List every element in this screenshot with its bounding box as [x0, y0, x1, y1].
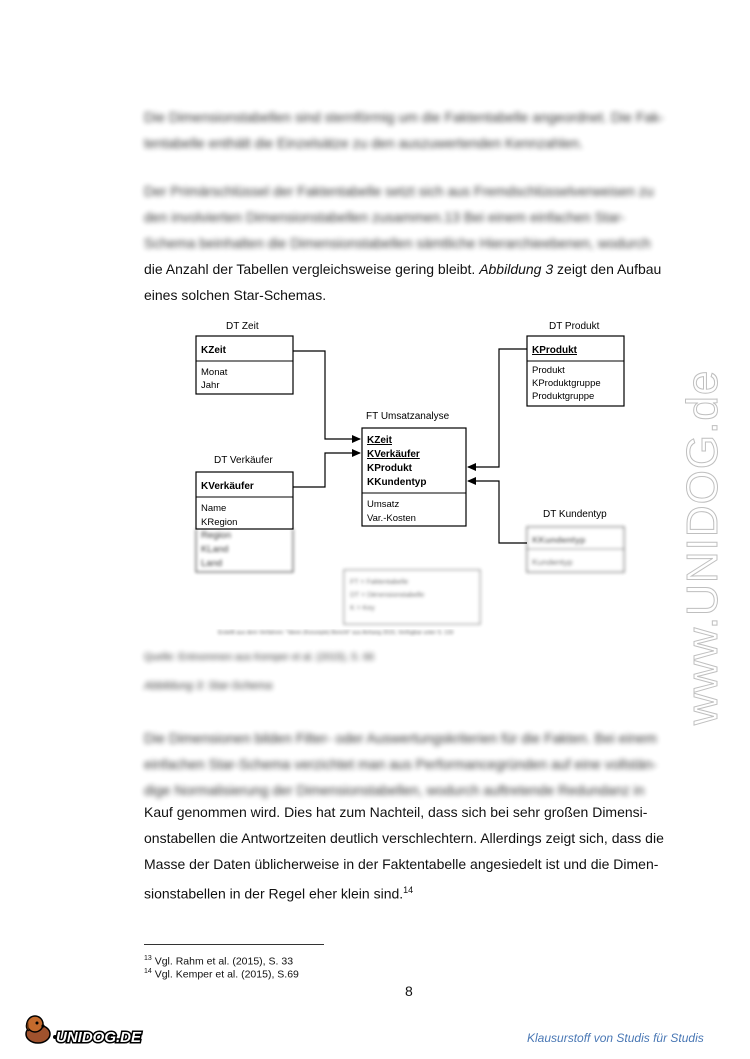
text-line: eines solchen Star-Schemas.: [144, 287, 327, 303]
diagram-legend: [344, 570, 480, 624]
paragraph-3-blurred: [144, 725, 679, 803]
ft-umsatz-title: FT Umsatzanalyse: [366, 411, 450, 422]
text-run: sionstabellen in der Regel eher klein sind.: [144, 885, 404, 902]
dt-verkaeufer-attr: Land: [201, 558, 223, 569]
unidog-logo[interactable]: [22, 1012, 162, 1046]
text-run: zeigt den Aufbau: [553, 261, 662, 277]
footnote-separator: [144, 944, 324, 945]
text-line: onstabellen die Antwortzeiten deutlich verschlechtern. Allerdings zeigt sich, dass die: [144, 830, 664, 846]
figure-caption: Abbildung 3: Star-Schema: [144, 680, 273, 692]
arrow-kundentyp-to-ft: [468, 481, 527, 543]
dt-verkaeufer-attr: KLand: [201, 544, 229, 555]
dt-zeit-attr: Monat: [201, 367, 228, 378]
paragraph-3-visible: [144, 799, 679, 907]
dt-zeit-attr: Jahr: [201, 380, 220, 391]
text-line: Masse der Daten üblicherweise in der Faktentabelle angesiedelt ist und die Dimen-: [144, 856, 659, 872]
dt-kundentyp-key: KKundentyp: [532, 535, 586, 545]
text-line: tentabelle enthält die Einzelsätze zu den auszuwertenden Kennzahlen.: [144, 135, 583, 151]
watermark-svg: [655, 280, 745, 740]
dt-produkt-attr: Produkt: [532, 365, 565, 376]
dt-kundentyp-title: DT Kundentyp: [543, 509, 607, 520]
legend-entry: FT = Faktentabelle: [350, 579, 409, 586]
legend-entry: K = Key: [350, 605, 375, 612]
source-caption: Quelle: Entnommen aus Kemper et al. (2015), S. 66: [144, 652, 375, 663]
text-line: Die Dimensionen bilden Filter- oder Auswertungskriterien für die Fakten. Bei einem: [144, 730, 657, 746]
ft-key: KVerkäufer: [367, 449, 420, 460]
legend-entry: DT = Dimensionstabelle: [350, 592, 425, 599]
ft-attr: Umsatz: [367, 499, 400, 510]
text-line: Kauf genommen wird. Dies hat zum Nachteil, dass sich bei sehr großen Dimensi-: [144, 804, 648, 820]
text-line: [144, 256, 679, 282]
logo-text: UNIDOG.DE: [56, 1029, 142, 1046]
text-line: Schema beinhalten die Dimensionstabellen sämtliche Hierarchieebenen, wodurch: [144, 235, 651, 251]
footer-slogan: Klausurstoff von Studis für Studis: [527, 1031, 704, 1045]
dt-kundentyp-attr: Kundentyp: [532, 557, 573, 567]
dt-verkaeufer-attr: Region: [201, 530, 232, 541]
arrow-produkt-to-ft: [468, 349, 527, 467]
dt-zeit-title: DT Zeit: [226, 321, 259, 332]
dt-produkt-key: KProdukt: [532, 345, 577, 356]
dt-verkaeufer-title: DT Verkäufer: [214, 455, 273, 466]
dt-produkt-title: DT Produkt: [549, 321, 600, 332]
footnote-text: Vgl. Rahm et al. (2015), S. 33: [151, 955, 294, 968]
dt-verkaeufer-attr: Name: [201, 503, 227, 514]
figure-ref: Abbildung 3: [479, 261, 554, 277]
star-schema-diagram: [188, 312, 648, 642]
dt-verkaeufer-attr: KRegion: [201, 517, 238, 528]
dt-verkaeufer-blurred-part: [196, 529, 293, 572]
text-line: dige Normalisierung der Dimensionstabellen, wodurch auftretende Redundanz in: [144, 782, 645, 798]
arrow-zeit-to-ft: [293, 351, 360, 439]
dt-verkaeufer-key: KVerkäufer: [201, 481, 254, 492]
watermark-text: www.UNIDOG.de: [678, 369, 727, 725]
dog-logo-icon: [22, 1012, 162, 1046]
footnote-ref: 14: [403, 885, 414, 895]
ft-key: KProdukt: [367, 463, 412, 474]
arrow-verkaeufer-to-ft: [293, 453, 360, 487]
ft-attr: Var.-Kosten: [367, 513, 416, 524]
paragraph-1: [144, 104, 679, 156]
text-line: Der Primärschlüssel der Faktentabelle setzt sich aus Fremdschlüsselverweisen zu: [144, 183, 654, 199]
dt-produkt-attr: Produktgruppe: [532, 391, 595, 402]
paragraph-2-visible: [144, 256, 679, 308]
text-line: [144, 877, 679, 907]
footnote-number: 14: [144, 968, 152, 975]
text-line: Die Dimensionstabellen sind sternförmig um die Faktentabelle angeordnet. Die Fak-: [144, 109, 664, 125]
footnote-number: 13: [144, 955, 152, 962]
dt-zeit-key: KZeit: [201, 345, 226, 356]
footnote-text: Vgl. Kemper et al. (2015), S.69: [151, 968, 299, 981]
text-line: einfachen Star-Schema verzichtet man aus Performancegründen auf eine vollstän-: [144, 756, 657, 772]
dt-produkt-attr: KProduktgruppe: [532, 378, 601, 389]
text-run: die Anzahl der Tabellen vergleichsweise gering bleibt.: [144, 261, 480, 277]
ft-key: KZeit: [367, 435, 392, 446]
diagram-source-text: Erstellt aus dem Verfahren: "Ideen (Konzepte) Bericht" aus Anhang 2015, Verfügbar unter S. 133: [218, 630, 454, 636]
dt-kundentyp-table: [527, 527, 624, 572]
text-line: den involvierten Dimensionstabellen zusammen.13 Bei einem einfachen Star-: [144, 209, 625, 225]
diagram-source-tiny: [218, 630, 453, 636]
watermark: [655, 280, 745, 740]
footnote: [144, 965, 299, 982]
ft-key: KKundentyp: [367, 477, 427, 488]
star-schema-figure: [188, 312, 648, 642]
page-number: 8: [405, 983, 413, 999]
paragraph-2-blurred: [144, 178, 679, 256]
